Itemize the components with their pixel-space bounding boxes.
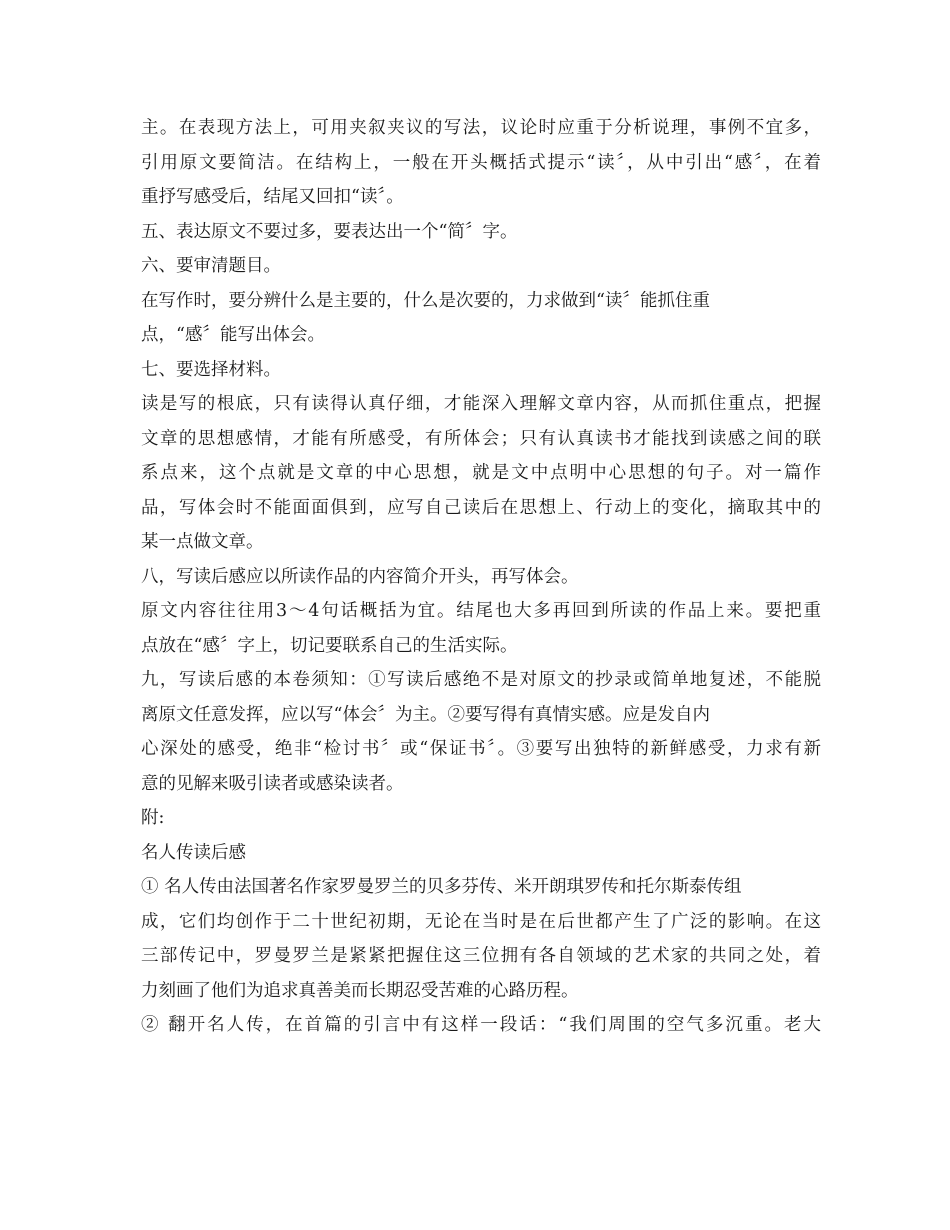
text-line: 八，写读后感应以所读作品的内容简介开头，再写体会。 — [141, 566, 579, 587]
text-line: 引用原文要简洁。在结构上，一般在开头概括式提示“读〞，从中引出“感〞，在着 — [141, 152, 821, 173]
text-line: 名人传读后感 — [141, 842, 246, 863]
text-line: 系点来，这个点就是文章的中心思想，就是文中点明中心思想的句子。对一篇作 — [141, 463, 821, 483]
text-line: 点放在“感〞字上，切记要联系自己的生活实际。 — [141, 635, 518, 656]
text-line: 离原文任意发挥，应以写“体会〞为主。②要写得有真情实感。应是发自内 — [141, 704, 710, 725]
text-line: 主。在表现方法上，可用夹叙夹议的写法，议论时应重于分析说理，事例不宜多， — [141, 118, 821, 138]
text-line: 在写作时，要分辨什么是主要的，什么是次要的，力求做到“读〞能抓住重 — [141, 290, 710, 311]
text-line: 九，写读后感的本卷须知：①写读后感绝不是对原文的抄录或简单地复述，不能脱 — [141, 670, 821, 690]
text-line: 原文内容往往用3～4句话概括为宜。结尾也大多再回到所读的作品上来。要把重 — [141, 601, 821, 621]
text-line: 读是写的根底，只有读得认真仔细，才能深入理解文章内容，从而抓住重点，把握 — [141, 394, 821, 414]
text-line: 三部传记中，罗曼罗兰是紧紧把握住这三位拥有各自领域的艺术家的共同之处，着 — [141, 946, 821, 966]
text-line: 附: — [141, 808, 165, 828]
text-line: 六、要审清题目。 — [141, 256, 281, 276]
text-line: 心深处的感受，绝非“检讨书〞或“保证书〞。③要写出独特的新鲜感受，力求有新 — [141, 739, 821, 759]
text-line: ① 名人传由法国著名作家罗曼罗兰的贝多芬传、米开朗琪罗传和托尔斯泰传组 — [141, 877, 742, 897]
document-body — [141, 111, 821, 1043]
text-line: 点，“感〞能写出体会。 — [141, 325, 325, 345]
text-line: ② 翻开名人传，在首篇的引言中有这样一段话：“我们周围的空气多沉重。老大 — [141, 1015, 821, 1035]
text-line: 五、表达原文不要过多，要表达出一个“简〞字。 — [141, 221, 518, 242]
text-line: 文章的思想感情，才能有所感受，有所体会；只有认真读书才能找到读感之间的联 — [141, 428, 821, 449]
text-line: 力刻画了他们为追求真善美而长期忍受苦难的心路历程。 — [141, 980, 579, 1001]
text-line: 七、要选择材料。 — [141, 359, 281, 380]
text-line: 某一点做文章。 — [141, 532, 264, 552]
text-line: 意的见解来吸引读者或感染读者。 — [141, 773, 404, 794]
text-line: 重抒写感受后，结尾又回扣“读〞。 — [141, 187, 404, 207]
text-line: 成，它们均创作于二十世纪初期，无论在当时是在后世都产生了广泛的影响。在这 — [141, 911, 821, 932]
text-line: 品，写体会时不能面面俱到，应写自己读后在思想上、行动上的变化，摘取其中的 — [141, 497, 821, 518]
